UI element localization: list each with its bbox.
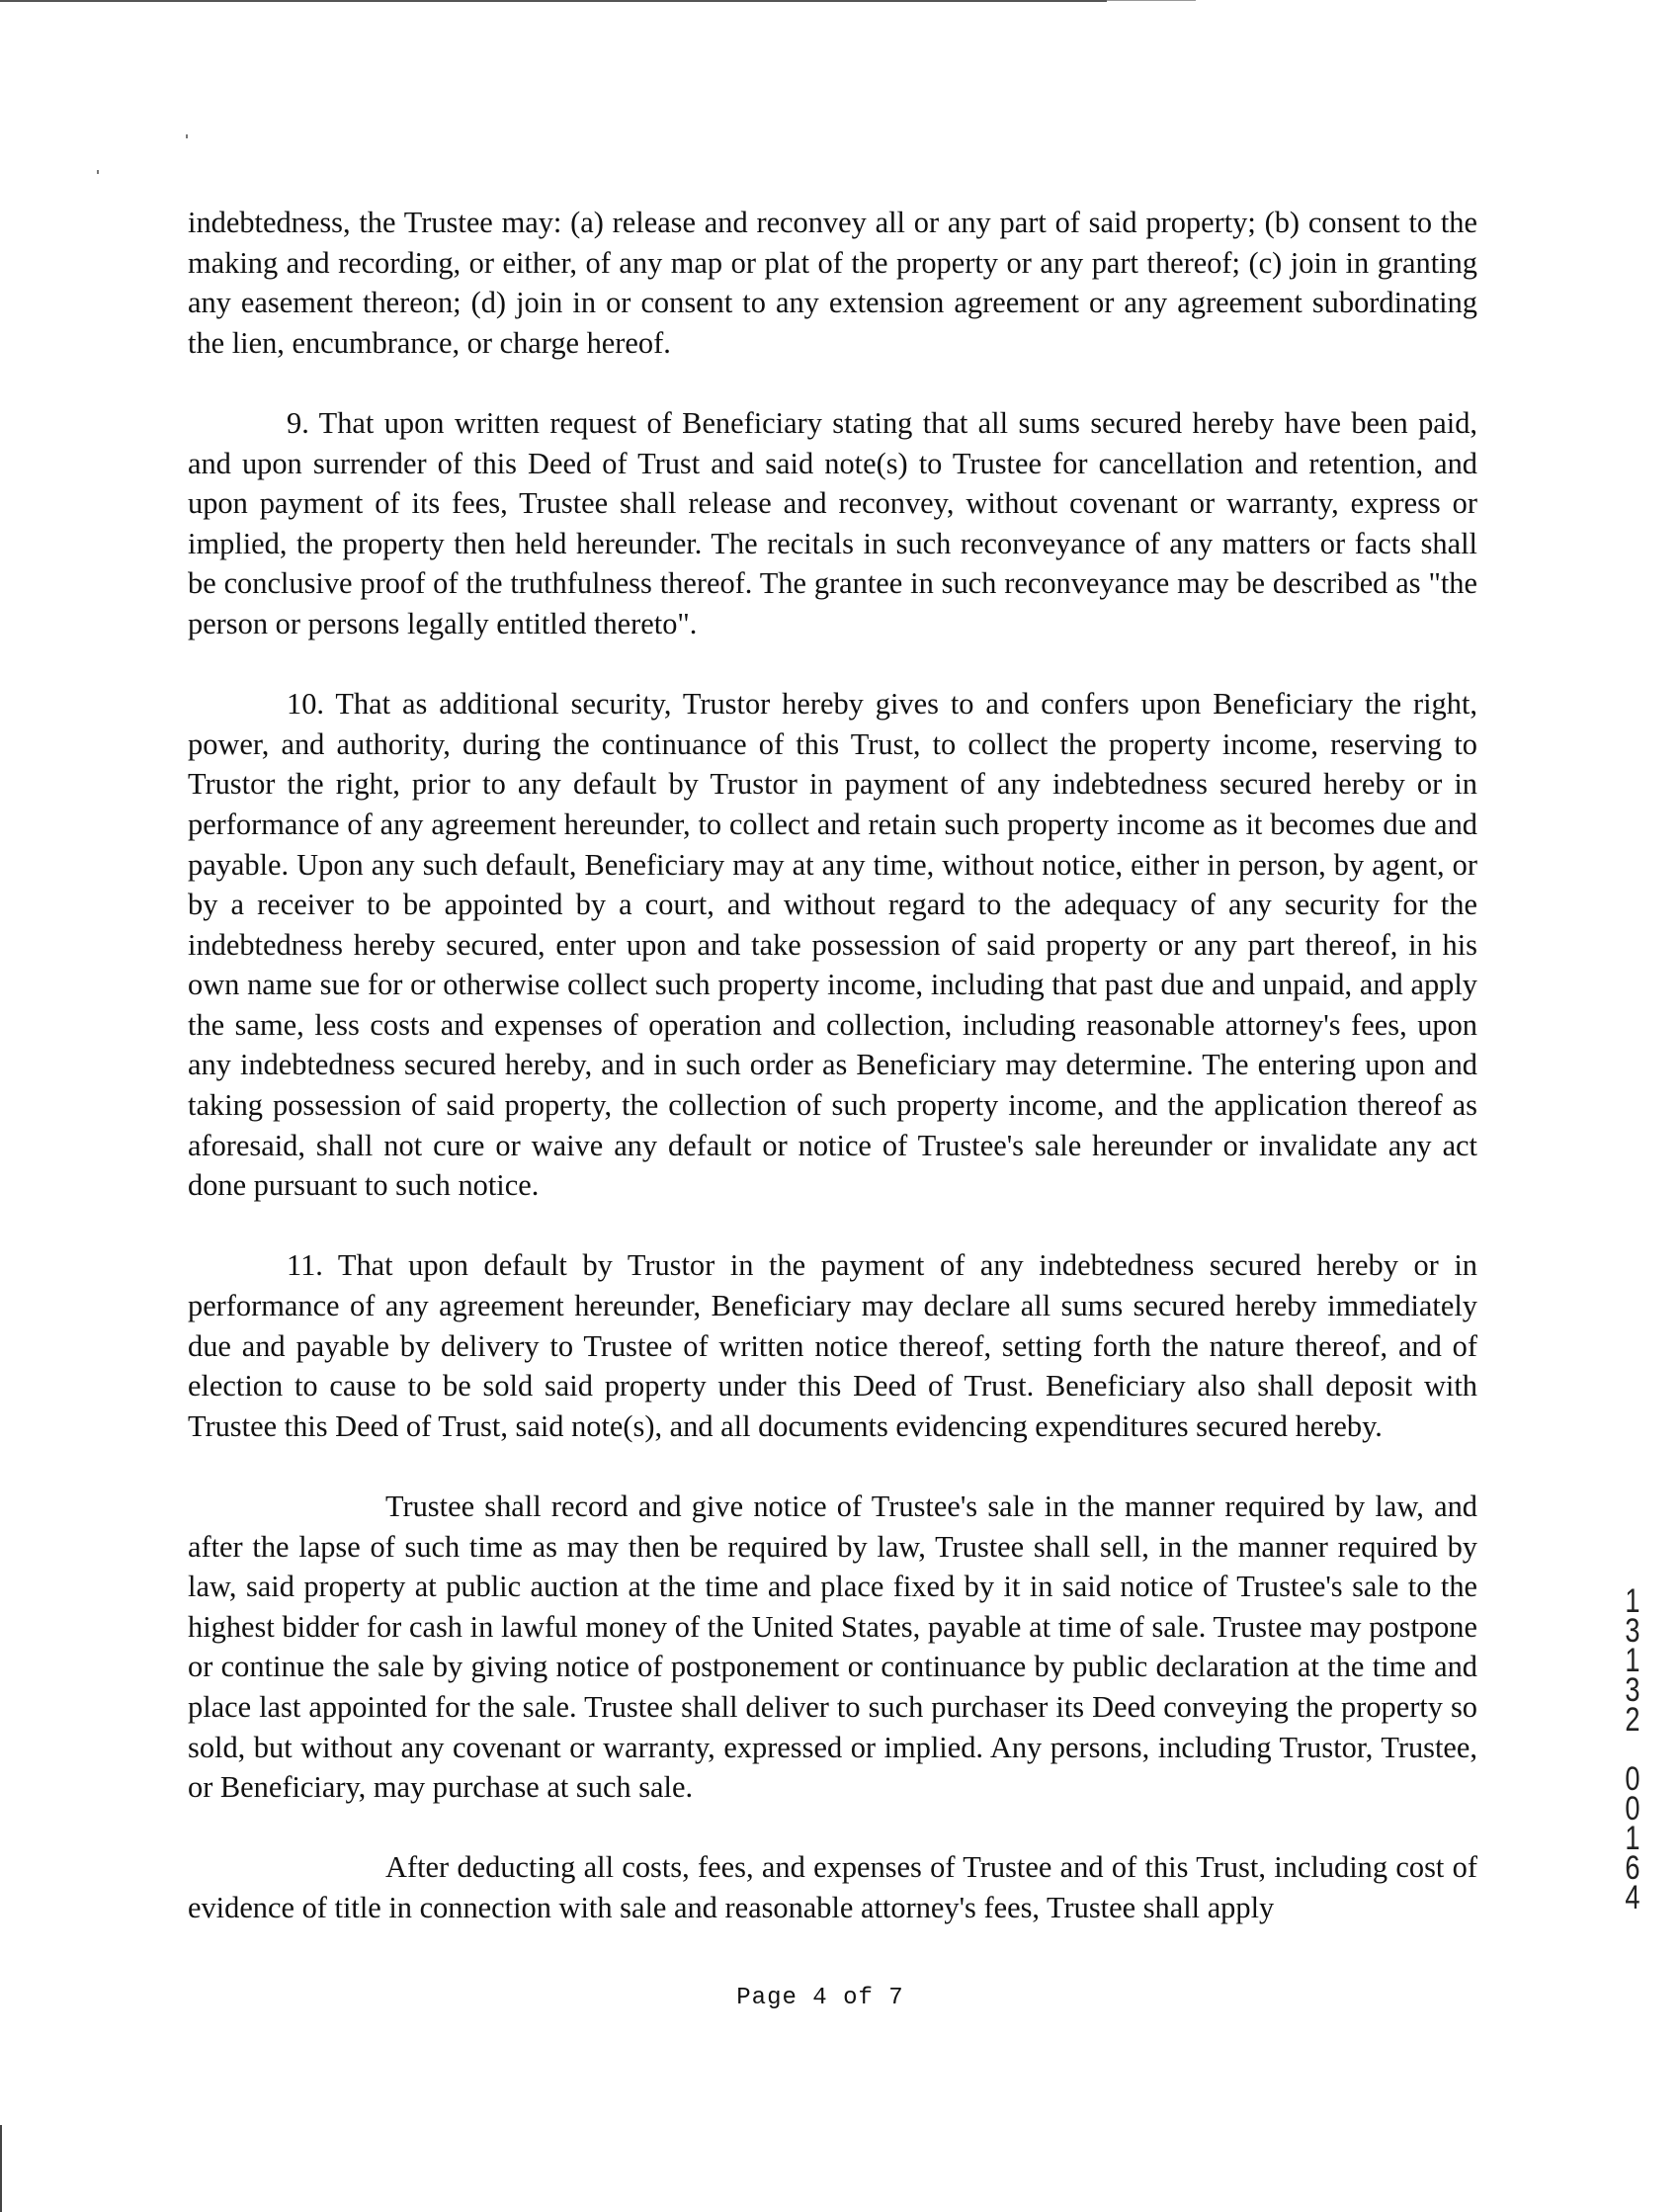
top-scan-rule-faint bbox=[1107, 0, 1196, 1]
left-scan-edge bbox=[0, 2125, 2, 2212]
page-number-footer: Page 4 of 7 bbox=[736, 1985, 904, 2011]
stamp-digit: 1 bbox=[1625, 1642, 1640, 1679]
paragraph-trustee-sale: Trustee shall record and give notice of Trustee's sale in the manner required by law, and after the lapse of such time as may then be required by law, Trustee shall sell, in the manner required by law, said property at public auction at the time and place fixed by it in said notice of Trustee's sale to the highest bidder for cash in lawful money of the United States, payable at time of sale. Trustee may postpone or continue the sale by giving notice of postponement or continuance by public declaration at the time and place last appointed for the sale. Trustee shall deliver to such purchaser its Deed conveying the property so sold, but without any covenant or warranty, expressed or implied. Any persons, including Trustor, Trustee, or Beneficiary, may purchase at such sale. bbox=[188, 1489, 1477, 1805]
scan-speck bbox=[97, 170, 99, 174]
paragraph-11: 11. That upon default by Trustor in the payment of any indebtedness secured hereby or in performance of any agreement hereunder, Beneficiary may declare all sums secured hereby immediately due and payable by delivery to Trustee of written notice thereof, setting forth the nature thereof, and of election to cause to be sold said property under this Deed of Trust. Beneficiary also shall deposit with Trustee this Deed of Trust, said note(s), and all documents evidencing expenditures secured hereby. bbox=[188, 1248, 1477, 1443]
paragraph-continuation: indebtedness, the Trustee may: (a) release and reconvey all or any part of said property; (b) consent to the making and recording, or either, of any map or plat of the property or any part thereof; (c) join in granting any easement thereon; (d) join in or consent to any extension agreement or any agreement subordinating the lien, encumbrance, or charge hereof. bbox=[188, 206, 1477, 360]
stamp-digit: 3 bbox=[1625, 1671, 1640, 1709]
stamp-digit: 6 bbox=[1625, 1849, 1640, 1887]
paragraph-application-of-proceeds: After deducting all costs, fees, and expenses of Trustee and of this Trust, including cost of evidence of title in connection with sale and reasonable attorney's fees, Trustee shall apply bbox=[188, 1850, 1477, 1924]
stamp-digit: 4 bbox=[1625, 1879, 1640, 1916]
stamp-digit: 0 bbox=[1625, 1790, 1640, 1828]
stamp-digit: 0 bbox=[1625, 1760, 1640, 1798]
document-body bbox=[188, 203, 1477, 1968]
stamp-digit: 1 bbox=[1625, 1582, 1640, 1620]
paragraph-10: 10. That as additional security, Trustor hereby gives to and confers upon Beneficiary the right, power, and authority, during the continuance of this Trust, to collect the property income, reserving to Trustor the right, prior to any default by Trustor in payment of any indebtedness secured hereby or in performance of any agreement hereunder, to collect and retain such property income as it becomes due and payable. Upon any such default, Beneficiary may at any time, without notice, either in person, by agent, or by a receiver to be appointed by a court, and without regard to the adequacy of any security for the indebtedness hereby secured, enter upon and take possession of said property or any part thereof, in his own name sue for or otherwise collect such property income, including that past due and unpaid, and apply the same, less costs and expenses of operation and collection, including reasonable attorney's fees, upon any indebtedness secured hereby, and in such order as Beneficiary may determine. The entering upon and taking possession of said property, the collection of such property income, and the application thereof as aforesaid, shall not cure or waive any default or notice of Trustee's sale hereunder or invalidate any act done pursuant to such notice. bbox=[188, 687, 1477, 1203]
stamp-digit: 2 bbox=[1625, 1701, 1640, 1739]
stamp-digit: 3 bbox=[1625, 1612, 1640, 1650]
top-scan-rule bbox=[0, 0, 1107, 2]
recording-stamp-number bbox=[1622, 1582, 1643, 1916]
stamp-digit: 1 bbox=[1625, 1820, 1640, 1857]
paragraph-9: 9. That upon written request of Beneficiary stating that all sums secured hereby have been paid, and upon surrender of this Deed of Trust and said note(s) to Trustee for cancellation and retention, and upon payment of its fees, Trustee shall release and reconvey, without covenant or warranty, express or implied, the property then held hereunder. The recitals in such reconveyance of any matters or facts shall be conclusive proof of the truthfulness thereof. The grantee in such reconveyance may be described as "the person or persons legally entitled thereto". bbox=[188, 405, 1477, 640]
scan-speck bbox=[186, 134, 188, 138]
